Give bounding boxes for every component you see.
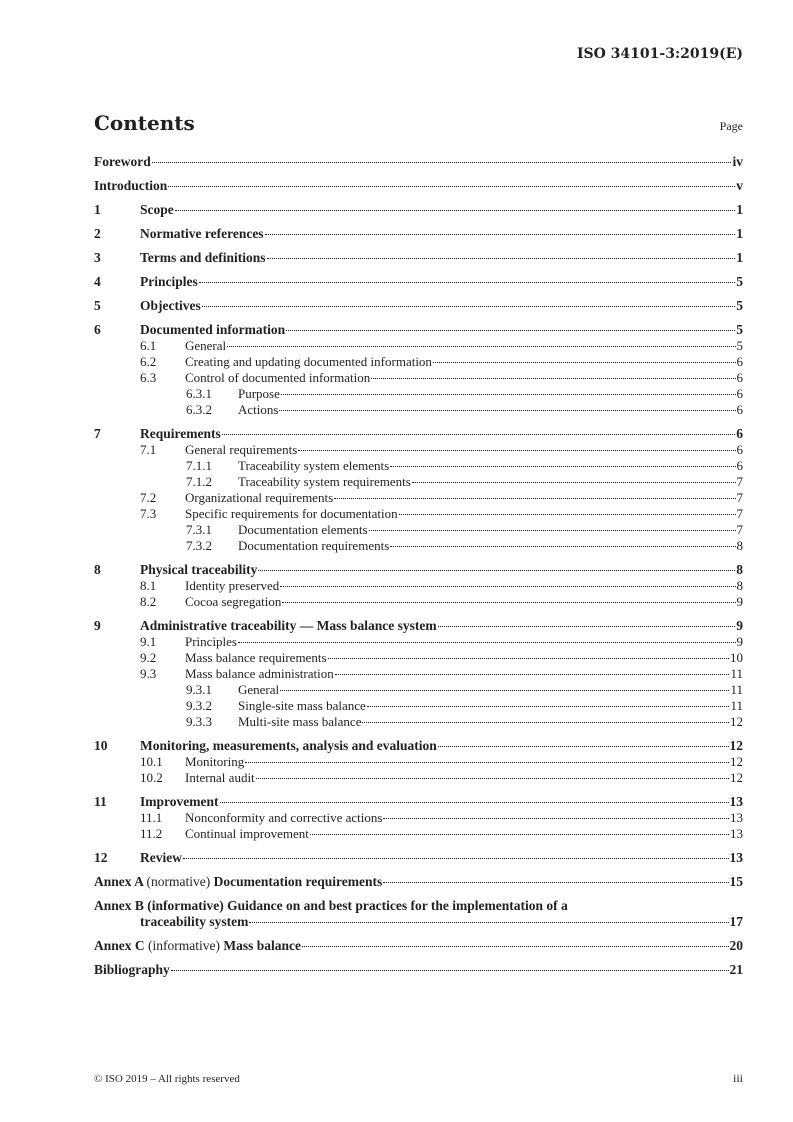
toc-entry[interactable] xyxy=(94,562,743,578)
toc-annex-b[interactable] xyxy=(94,898,743,930)
toc-title: Traceability system requirements xyxy=(238,474,411,489)
toc-title: General xyxy=(238,682,280,697)
toc-number: 7.2 xyxy=(140,490,157,505)
document-id: ISO 34101-3:2019(E) xyxy=(576,46,743,62)
dot-leader xyxy=(412,481,736,483)
toc-entry[interactable] xyxy=(94,322,743,338)
toc-title: Terms and definitions xyxy=(140,250,266,265)
toc-title: Nonconformity and corrective actions xyxy=(185,810,383,825)
toc-number: 6.3.1 xyxy=(186,386,212,401)
toc-number: 7.1.2 xyxy=(186,474,212,489)
dot-leader xyxy=(282,601,735,603)
toc-number: 9.3.1 xyxy=(186,682,212,697)
dot-leader xyxy=(171,969,729,971)
toc-entry[interactable] xyxy=(94,178,743,194)
toc-number: 4 xyxy=(94,274,101,289)
toc-entry[interactable] xyxy=(94,794,743,810)
toc-page: 8 xyxy=(736,578,743,593)
dot-leader xyxy=(383,881,728,883)
page-column-label: Page xyxy=(719,119,743,133)
toc-entry[interactable] xyxy=(94,682,743,698)
toc-page: 17 xyxy=(729,914,743,929)
toc-main-entries xyxy=(94,154,743,866)
toc-page: 12 xyxy=(730,754,743,769)
toc-title: Monitoring, measurements, analysis and evaluation xyxy=(140,738,437,753)
dot-leader xyxy=(328,657,729,659)
annex-prefix: Annex B xyxy=(94,898,144,913)
toc-entry[interactable] xyxy=(94,250,743,266)
dot-leader xyxy=(258,569,735,571)
toc-number: 9.3.2 xyxy=(186,698,212,713)
toc-number: 6.1 xyxy=(140,338,157,353)
dot-leader xyxy=(335,673,730,675)
toc-title: Single-site mass balance xyxy=(238,698,366,713)
copyright-notice: © ISO 2019 – All rights reserved xyxy=(94,1073,240,1085)
toc-entry[interactable] xyxy=(94,666,743,682)
toc-number: 6.3 xyxy=(140,370,157,385)
toc-title: Multi-site mass balance xyxy=(238,714,362,729)
toc-number: 9.1 xyxy=(140,634,157,649)
toc-entry[interactable] xyxy=(94,426,743,442)
toc-page: 1 xyxy=(736,202,743,217)
dot-leader xyxy=(256,777,729,779)
toc-number: 7.3.2 xyxy=(186,538,212,553)
toc-annex-a[interactable] xyxy=(94,874,743,890)
toc-title: Scope xyxy=(140,202,174,217)
dot-leader xyxy=(438,745,729,747)
dot-leader xyxy=(390,545,735,547)
annex-prefix: Annex A xyxy=(94,874,144,889)
annex-title: Documentation requirements xyxy=(213,874,383,889)
dot-leader xyxy=(152,161,732,163)
toc-page: 6 xyxy=(736,402,743,417)
dot-leader xyxy=(280,689,729,691)
toc-page: 5 xyxy=(736,298,743,313)
toc-page: 1 xyxy=(736,250,743,265)
toc-page: iv xyxy=(732,154,743,169)
toc-title: Specific requirements for documentation xyxy=(185,506,398,521)
toc-title: Foreword xyxy=(94,154,151,169)
toc-page: 20 xyxy=(729,938,743,953)
page-title: Contents xyxy=(94,111,195,135)
toc-entry[interactable] xyxy=(94,714,743,730)
toc-title: Introduction xyxy=(94,178,168,193)
toc-annex-c[interactable] xyxy=(94,938,743,954)
dot-leader xyxy=(302,945,729,947)
dot-leader xyxy=(202,305,736,307)
toc-title: Administrative traceability — Mass balance system xyxy=(140,618,437,633)
toc-number: 12 xyxy=(94,850,108,865)
toc-page: 6 xyxy=(736,354,743,369)
toc-page: 10 xyxy=(730,650,743,665)
dot-leader xyxy=(281,393,736,395)
toc-entry[interactable] xyxy=(94,338,743,354)
annex-prefix: Annex C xyxy=(94,938,145,953)
toc-number: 9 xyxy=(94,618,101,633)
toc-page: 9 xyxy=(736,634,743,649)
dot-leader xyxy=(367,705,730,707)
toc-title: Requirements xyxy=(140,426,221,441)
toc-title: Physical traceability xyxy=(140,562,258,577)
toc-entry[interactable] xyxy=(94,754,743,770)
toc-page: 11 xyxy=(730,682,743,697)
toc-number: 7.1 xyxy=(140,442,157,457)
toc-title: General xyxy=(185,338,227,353)
dot-leader xyxy=(183,857,729,859)
toc-title: Bibliography xyxy=(94,962,170,977)
toc-title: Documentation elements xyxy=(238,522,368,537)
annex-title-line1: Guidance on and best practices for the implementation of a xyxy=(227,898,568,913)
toc-title: Actions xyxy=(238,402,279,417)
toc-page: 13 xyxy=(730,826,743,841)
dot-leader xyxy=(310,833,729,835)
toc-title: Principles xyxy=(185,634,237,649)
toc-title: Documented information xyxy=(140,322,286,337)
table-of-contents xyxy=(94,154,743,978)
dot-leader xyxy=(280,585,735,587)
toc-number: 10 xyxy=(94,738,108,753)
dot-leader xyxy=(433,361,736,363)
toc-entry[interactable] xyxy=(94,826,743,842)
toc-entry[interactable] xyxy=(94,154,743,170)
toc-page: 12 xyxy=(730,770,743,785)
toc-entry[interactable] xyxy=(94,770,743,786)
toc-entry[interactable] xyxy=(94,386,743,402)
dot-leader xyxy=(175,209,736,211)
page-number: iii xyxy=(732,1071,743,1085)
toc-number: 10.2 xyxy=(140,770,163,785)
dot-leader xyxy=(438,625,736,627)
toc-number: 6.3.2 xyxy=(186,402,212,417)
toc-number: 8 xyxy=(94,562,101,577)
toc-number: 8.2 xyxy=(140,594,157,609)
toc-entry[interactable] xyxy=(94,490,743,506)
dot-leader xyxy=(371,377,735,379)
dot-leader xyxy=(220,801,729,803)
toc-number: 11.1 xyxy=(140,810,163,825)
toc-title: Normative references xyxy=(140,226,264,241)
toc-title: Review xyxy=(140,850,182,865)
toc-page: 8 xyxy=(736,562,743,577)
toc-title: Objectives xyxy=(140,298,201,313)
toc-entry[interactable] xyxy=(94,506,743,522)
dot-leader xyxy=(369,529,736,531)
toc-number: 6 xyxy=(94,322,101,337)
toc-entry[interactable] xyxy=(94,522,743,538)
dot-leader xyxy=(227,345,735,347)
toc-entry[interactable] xyxy=(94,298,743,314)
toc-page: 6 xyxy=(736,442,743,457)
annex-type: (informative) xyxy=(147,898,224,913)
toc-entry[interactable] xyxy=(94,202,743,218)
toc-title: Traceability system elements xyxy=(238,458,390,473)
toc-page: 11 xyxy=(730,698,743,713)
toc-page: 13 xyxy=(730,810,743,825)
toc-page: 8 xyxy=(736,538,743,553)
toc-page: 7 xyxy=(736,506,743,521)
toc-page: 6 xyxy=(736,386,743,401)
toc-entry[interactable] xyxy=(94,634,743,650)
toc-title: Documentation requirements xyxy=(238,538,390,553)
toc-entry[interactable] xyxy=(94,370,743,386)
toc-entry[interactable] xyxy=(94,458,743,474)
toc-page: 12 xyxy=(729,738,743,753)
toc-title: Principles xyxy=(140,274,198,289)
toc-title: Continual improvement xyxy=(185,826,309,841)
dot-leader xyxy=(383,817,729,819)
toc-number: 2 xyxy=(94,226,101,241)
toc-title: Internal audit xyxy=(185,770,255,785)
toc-title: Identity preserved xyxy=(185,578,280,593)
toc-entry[interactable] xyxy=(94,538,743,554)
dot-leader xyxy=(362,721,729,723)
toc-title: Monitoring xyxy=(185,754,245,769)
toc-page: 5 xyxy=(736,322,743,337)
toc-page: 7 xyxy=(736,522,743,537)
annex-title-line2: traceability system xyxy=(140,914,249,929)
dot-leader xyxy=(222,433,736,435)
toc-entry[interactable] xyxy=(94,578,743,594)
toc-entry[interactable] xyxy=(94,810,743,826)
dot-leader xyxy=(199,281,736,283)
toc-number: 7.3 xyxy=(140,506,157,521)
toc-page: 7 xyxy=(736,474,743,489)
toc-number: 7.3.1 xyxy=(186,522,212,537)
toc-title: Control of documented information xyxy=(185,370,371,385)
dot-leader xyxy=(267,257,736,259)
toc-title: Mass balance administration xyxy=(185,666,334,681)
toc-page: 6 xyxy=(736,370,743,385)
toc-page: 1 xyxy=(736,226,743,241)
dot-leader xyxy=(298,449,735,451)
toc-entry[interactable] xyxy=(94,850,743,866)
toc-entry[interactable] xyxy=(94,698,743,714)
toc-number: 10.1 xyxy=(140,754,163,769)
toc-number: 9.2 xyxy=(140,650,157,665)
toc-page: 13 xyxy=(729,850,743,865)
toc-title: Creating and updating documented information xyxy=(185,354,432,369)
dot-leader xyxy=(245,761,729,763)
dot-leader xyxy=(390,465,735,467)
toc-page: 6 xyxy=(736,426,743,441)
toc-page: 12 xyxy=(730,714,743,729)
toc-number: 9.3 xyxy=(140,666,157,681)
toc-page: 11 xyxy=(730,666,743,681)
toc-page: 21 xyxy=(729,962,743,977)
toc-number: 6.2 xyxy=(140,354,157,369)
dot-leader xyxy=(279,409,735,411)
annex-type: (normative) xyxy=(146,874,211,889)
toc-entry[interactable] xyxy=(94,738,743,754)
toc-entry[interactable] xyxy=(94,402,743,418)
toc-number: 5 xyxy=(94,298,101,313)
toc-number: 3 xyxy=(94,250,101,265)
toc-page: 6 xyxy=(736,458,743,473)
dot-leader xyxy=(238,641,736,643)
toc-page: 9 xyxy=(736,618,743,633)
toc-number: 9.3.3 xyxy=(186,714,212,729)
toc-entry[interactable] xyxy=(94,650,743,666)
dot-leader xyxy=(334,497,735,499)
toc-title: General requirements xyxy=(185,442,298,457)
toc-title: Cocoa segregation xyxy=(185,594,282,609)
dot-leader xyxy=(399,513,736,515)
dot-leader xyxy=(286,329,735,331)
toc-title: Organizational requirements xyxy=(185,490,334,505)
annex-type: (informative) xyxy=(148,938,220,953)
toc-entry[interactable] xyxy=(94,226,743,242)
toc-title: Mass balance requirements xyxy=(185,650,327,665)
toc-page: 7 xyxy=(736,490,743,505)
dot-leader xyxy=(265,233,736,235)
toc-page: 15 xyxy=(729,874,743,889)
dot-leader xyxy=(168,185,735,187)
toc-entry[interactable] xyxy=(94,594,743,610)
toc-number: 7 xyxy=(94,426,101,441)
toc-number: 11.2 xyxy=(140,826,163,841)
toc-title: Improvement xyxy=(140,794,219,809)
dot-leader xyxy=(249,921,728,923)
toc-bibliography[interactable] xyxy=(94,962,743,978)
toc-page: 9 xyxy=(736,594,743,609)
annex-title: Mass balance xyxy=(223,938,301,953)
toc-entry[interactable] xyxy=(94,354,743,370)
toc-number: 8.1 xyxy=(140,578,157,593)
toc-page: 5 xyxy=(736,274,743,289)
toc-number: 11 xyxy=(94,794,107,809)
toc-page: 5 xyxy=(736,338,743,353)
toc-entry[interactable] xyxy=(94,442,743,458)
toc-entry[interactable] xyxy=(94,474,743,490)
toc-entry[interactable] xyxy=(94,618,743,634)
toc-title: Purpose xyxy=(238,386,280,401)
toc-entry[interactable] xyxy=(94,274,743,290)
toc-page: 13 xyxy=(729,794,743,809)
toc-page: v xyxy=(736,178,743,193)
toc-number: 1 xyxy=(94,202,101,217)
toc-number: 7.1.1 xyxy=(186,458,212,473)
